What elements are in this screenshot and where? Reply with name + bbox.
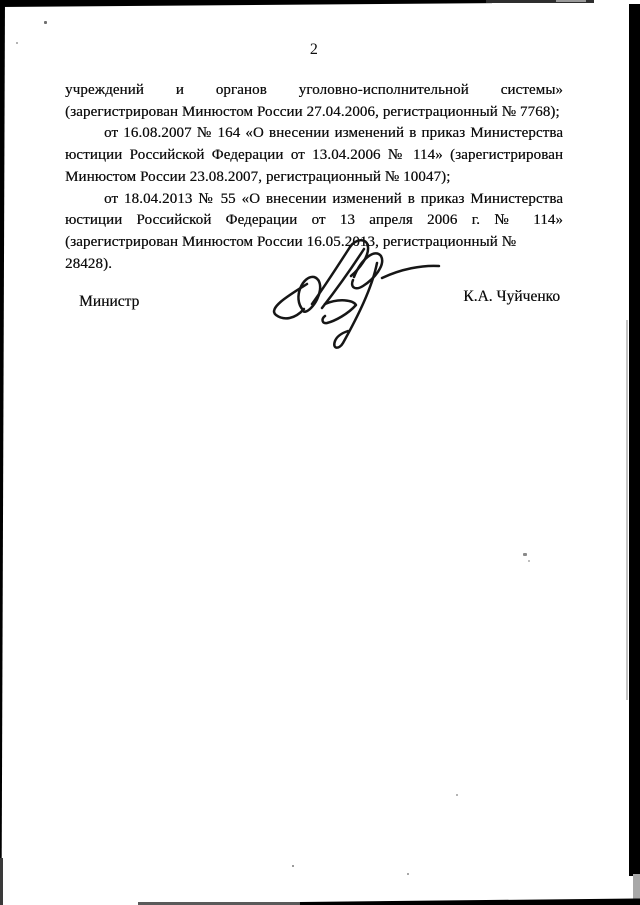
scan-edge-bottom [300, 898, 640, 905]
dust-speck [528, 560, 530, 562]
dust-speck [44, 21, 47, 24]
text-line: юстиции Российской Федерации от 13.04.2006 № 114» (зарегистрирован [65, 147, 563, 164]
text-line: Минюстом России 23.08.2007, регистрационный № 10047); [65, 168, 451, 185]
scan-edge-right [629, 4, 640, 876]
text-line: (зарегистрирован Минюстом России 16.05.2013, регистрационный № 28428). [65, 233, 517, 272]
scan-edge-left [0, 0, 5, 905]
scan-edge-top [0, 0, 492, 7]
dust-speck [16, 42, 18, 44]
minister-name: К.А. Чуйченко [463, 288, 560, 305]
scan-edge-right-gray [626, 320, 628, 700]
dust-speck [523, 553, 527, 556]
dust-speck [407, 873, 409, 875]
scan-edge-left-foot [0, 858, 3, 905]
text-line: учреждений и органов уголовно-исполнительной системы» [65, 82, 563, 98]
text-line: от 16.08.2007 № 164 «О внесении изменений в приказ Министерства [104, 125, 563, 142]
page-number: 2 [309, 41, 319, 58]
scan-edge-top-gray [556, 0, 586, 2]
minister-title: Министр [79, 293, 140, 310]
text-line: (зарегистрирован Минюстом России 27.04.2006, регистрационный № 7768); [65, 103, 560, 120]
text-line: от 18.04.2013 № 55 «О внесении изменений в приказ Министерства [104, 190, 563, 207]
dust-speck [292, 865, 294, 867]
signoff-row [79, 288, 560, 310]
dust-speck [456, 794, 458, 796]
text-line: юстиции Российской Федерации от 13 апреля 2006 г. № 114» [65, 212, 563, 229]
